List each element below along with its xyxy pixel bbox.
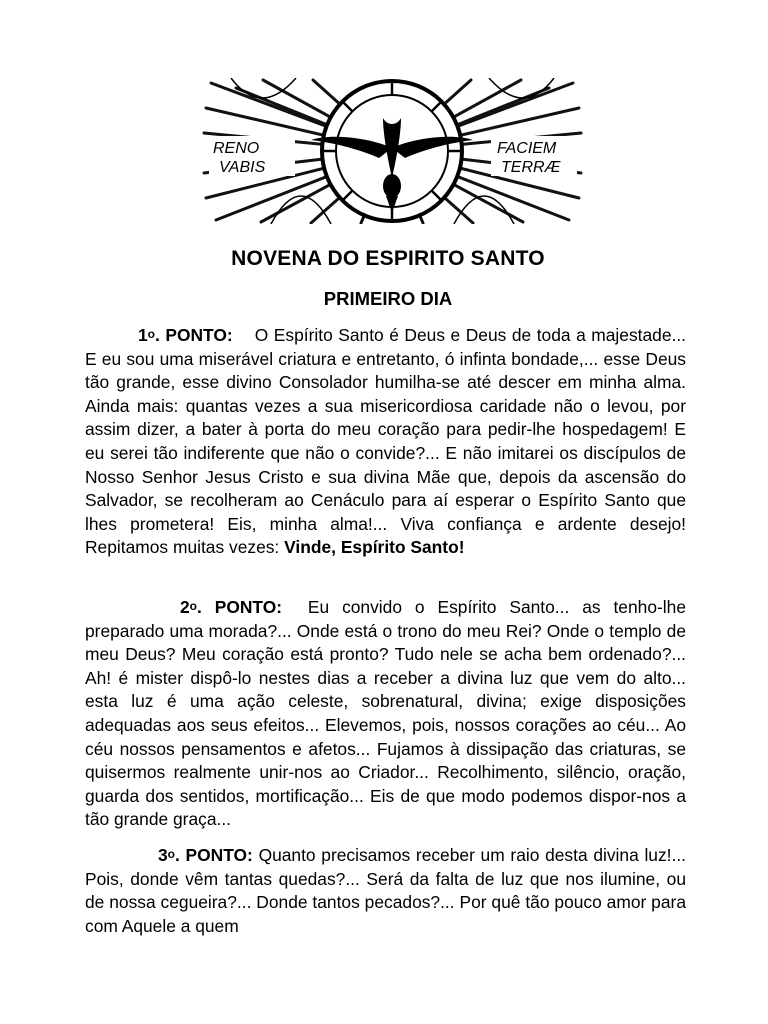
point-1-closing: Vinde, Espírito Santo!	[284, 537, 465, 558]
point-2-paragraph	[85, 595, 686, 832]
point-1-label: . PONTO:	[155, 325, 233, 345]
point-3-paragraph	[85, 843, 686, 938]
point-1-text: O Espírito Santo é Deus e Deus de toda a majestade... E eu sou uma miserável criatura e entretanto, ó infinta bondade,... esse Deus tão grande, esse divino Consolador humilha-se até descer em minha alma. Ainda mais: quantas vezes a sua misericordiosa caridade não o levou, por assim dizer, a bater à porta do meu coração para pedir-lhe hospedagem! E eu serei tão indiferente que não o convide?... E não imitarei os discípulos de Nosso Senhor Jesus Cristo e sua divina Mãe que, depois da ascensão do Salvador, se recolheram ao Cenáculo para aí esperar o Espírito Santo que lhes prometera! Eis, minha alma!... Viva confiança e ardente desejo! Repitamos muitas vezes:	[85, 325, 687, 558]
emblem-text-reno: RENO	[213, 140, 260, 157]
day-heading: PRIMEIRO DIA	[323, 288, 453, 309]
point-2-text: Eu convido o Espírito Santo... as tenho-lhe preparado uma morada?... Onde está o trono do meu Rei? Onde o templo de meu Deus? Meu coração está pronto? Tudo nele se acha bem ordenado?... Ah! é mister dispô-lo nestes dias a receber a divina luz que vem do alto... esta luz é uma ação celeste, sobrenatural, divina; exige disposições adequadas aos seus efeitos... Elevemos, pois, nossos corações ao céu... Ao céu nossos pensamentos e afetos... Fujamos à dissipação das criaturas, se quisermos realmente unir-nos ao Criador... Recolhimento, silêncio, oração, guarda dos sentidos, mortificação... Eis de que modo podemos dispor-nos a tão grande graça...	[85, 597, 686, 830]
document-title: NOVENA DO ESPIRITO SANTO	[231, 247, 545, 270]
emblem-text-faciem: FACIEM	[497, 140, 557, 157]
point-2-number: 2	[180, 597, 190, 617]
point-3-text: Quanto precisamos receber um raio desta divina luz!... Pois, donde vêm tantas quedas?... Será da falta de luz que nos ilumine, ou de nossa cegueira?... Donde tantos pecados?... Por quê tão pouco amor para com Aquele a quem	[85, 845, 686, 936]
point-3-number: 3	[158, 845, 168, 865]
holy-spirit-emblem	[201, 78, 584, 224]
emblem-text-vabis: VABIS	[219, 159, 266, 176]
point-2-degree: o	[189, 599, 198, 613]
point-1-paragraph	[85, 323, 686, 560]
point-1-number: 1	[138, 325, 148, 345]
point-2-label: . PONTO:	[197, 597, 283, 617]
point-1-degree: o	[147, 327, 156, 341]
point-3-label: . PONTO:	[175, 845, 253, 865]
point-3-degree: o	[167, 847, 176, 861]
emblem-text-terrae: TERRÆ	[501, 159, 561, 176]
